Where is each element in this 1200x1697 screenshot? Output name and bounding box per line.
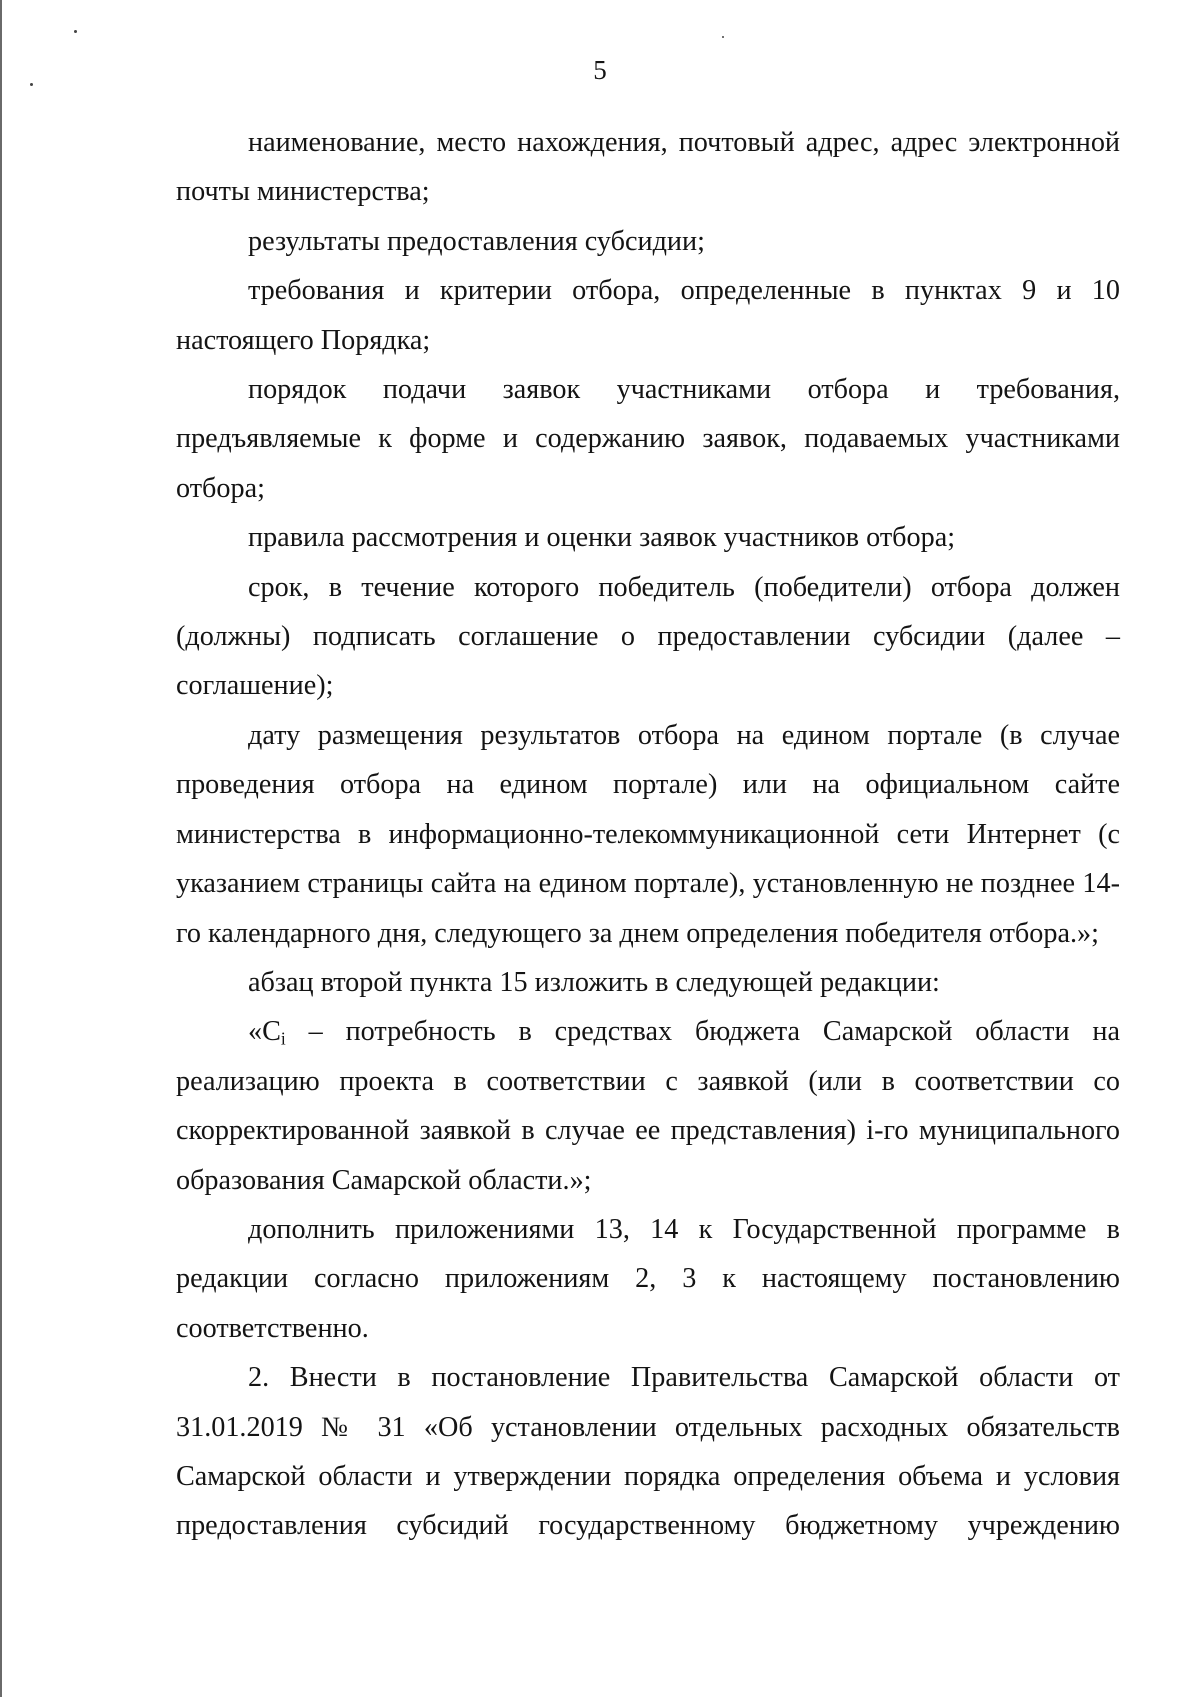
scan-speck: [722, 36, 724, 38]
formula-description: – потребность в средствах бюджета Самарской области на реализацию проекта в соответствии с заявкой (или в соответствии со скорректированной заявкой в случае ее представления) i-го муниципального образования Самарской области.»;: [176, 1016, 1120, 1196]
scan-speck: [74, 30, 77, 33]
paragraph-application-procedure: порядок подачи заявок участниками отбора и требования, предъявляемые к форме и содержанию заявок, подаваемых участниками отбора;: [176, 374, 1120, 504]
page-number: 5: [593, 55, 607, 85]
paragraph-contacts: наименование, место нахождения, почтовый адрес, адрес электронной почты министерства;: [176, 127, 1120, 208]
paragraph-appendices: дополнить приложениями 13, 14 к Государственной программе в редакции согласно приложениям 2, 3 к настоящему постановлению соответственно.: [176, 1213, 1120, 1344]
document-body: [176, 118, 1120, 1551]
paragraph-signing-deadline: срок, в течение которого победитель (победители) отбора должен (должны) подписать соглашение о предоставлении субсидии (далее – соглашение);: [176, 571, 1120, 702]
paragraph-review-rules: правила рассмотрения и оценки заявок участников отбора;: [248, 522, 956, 554]
paragraph-requirements: требования и критерии отбора, определенные в пунктах 9 и 10 настоящего Порядка;: [176, 275, 1120, 356]
paragraph-results: результаты предоставления субсидии;: [248, 225, 705, 257]
paragraph-formula-definition: [176, 1007, 1120, 1205]
scan-left-edge: [0, 0, 2, 1697]
formula-subscript: i: [280, 1028, 286, 1049]
paragraph-amendment-point-15: абзац второй пункта 15 изложить в следующей редакции:: [248, 966, 940, 998]
paragraph-results-publication: дату размещения результатов отбора на едином портале (в случае проведения отбора на едином портале) или на официальном сайте министерства в информационно-телекоммуникационной сети Интернет (с указанием страницы сайта на едином портале), установленную не позднее 14-го календарного дня, следующего за днем определения победителя отбора.»;: [176, 719, 1120, 949]
formula-symbol: «C: [248, 1016, 281, 1048]
paragraph-point-2: 2. Внести в постановление Правительства Самарской области от 31.01.2019 № 31 «Об установлении отдельных расходных обязательств Самарской области и утверждении порядка определения объема и условия предоставления субсидий государственному бюджетному учреждению: [176, 1362, 1120, 1542]
